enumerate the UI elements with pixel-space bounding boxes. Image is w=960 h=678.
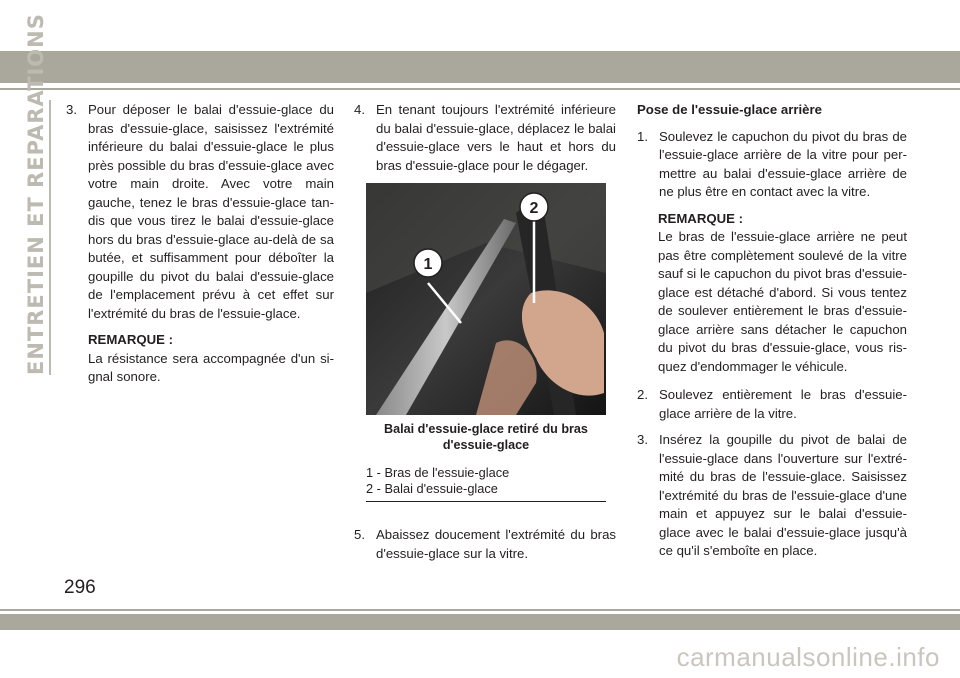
figure-caption: Balai d'essuie-glace retiré du bras d'essuie-glace bbox=[384, 422, 588, 452]
section-title: Pose de l'essuie-glace arrière bbox=[637, 102, 822, 117]
note-heading: REMARQUE : bbox=[658, 210, 743, 226]
step-4 bbox=[354, 101, 616, 175]
note bbox=[66, 331, 334, 387]
section-side-title: ENTRETIEN ET REPARATIONS bbox=[24, 13, 48, 375]
step-text: Soulevez le capuchon du pivot du bras de l'essuie-glace arrière de la vitre pour per-mettre au balai d'essuie-glace arrière de ne plus être en contact avec la vitre. bbox=[659, 128, 907, 199]
step-number: 2. bbox=[637, 387, 648, 402]
legend-item-1: 1 - Bras de l'essuie-glace bbox=[366, 465, 510, 480]
step-number: 3. bbox=[66, 102, 77, 117]
watermark: carmanualsonline.info bbox=[676, 642, 940, 672]
note bbox=[637, 210, 907, 377]
page-number: 296 bbox=[64, 577, 96, 598]
legend-rule bbox=[366, 501, 606, 502]
note-text: La résistance sera accompagnée d'un si-gnal sonore. bbox=[88, 350, 334, 384]
column-3 bbox=[637, 101, 907, 569]
header-bar bbox=[0, 51, 960, 83]
callout-2-label: 2 bbox=[529, 200, 539, 217]
step-number: 1. bbox=[637, 128, 648, 144]
step-number: 3. bbox=[637, 432, 648, 447]
callout-1-label: 1 bbox=[423, 256, 433, 273]
step-number: 4. bbox=[354, 102, 365, 117]
column-2 bbox=[354, 101, 616, 571]
step-text: Pour déposer le balai d'essuie-glace du bras d'essuie-glace, saisissez l'extrémité inférieure du balai d'essuie-glace le plus près possible du bras d'essuie-glace avec votre main droite. Avec votre main gauche, tenez le bras d'essuie-glace tan-dis que vous tirez le balai d'essuie-glace hors du bras d'essuie-glace au-delà de sa butée, et suffisamment pour déboîter la goupille du pivot du balai d'essuie-glace de l'emplacement prévu à cet effet sur l'extrémité du bras de l'essuie-glace. bbox=[88, 102, 334, 321]
footer-bar bbox=[0, 614, 960, 630]
legend-item-2: 2 - Balai d'essuie-glace bbox=[366, 481, 498, 496]
step-text: Abaissez doucement l'extrémité du bras d'essuie-glace sur la vitre. bbox=[376, 527, 616, 561]
step-number: 5. bbox=[354, 527, 365, 542]
column-1 bbox=[66, 101, 334, 397]
step-1 bbox=[637, 128, 907, 202]
header-rule bbox=[0, 88, 960, 90]
footer-rule bbox=[0, 609, 960, 611]
step-2 bbox=[637, 386, 907, 423]
wiper-photo-illustration bbox=[366, 183, 606, 415]
step-3-installation bbox=[637, 431, 907, 561]
step-3-removal bbox=[66, 101, 334, 323]
figure-legend bbox=[366, 465, 606, 497]
step-text: En tenant toujours l'extrémité inférieure du balai d'essuie-glace, déplacez le balai d'essuie-glace vers le haut et hors du bras d'essuie-glace pour le dégager. bbox=[376, 102, 616, 173]
step-text: Soulevez entièrement le bras d'essuie-glace arrière de la vitre. bbox=[659, 387, 907, 421]
note-text: Le bras de l'essuie-glace arrière ne peut pas être complètement soulevé de la vitre sauf si le capuchon du pivot bras d'essuie-glace est détaché d'abord. Si vous tentez de soulever entièrement le bras d'essuie-glace arrière sans détacher le capuchon du pivot du bras d'essuie-glace, vous ris-quez d'endommager le véhicule. bbox=[658, 229, 907, 374]
step-text: Insérez la goupille du pivot de balai de l'essuie-glace dans l'ouverture sur l'extré-mité du bras de l'essuie-glace. Saisissez l'extrémité du bras de l'essuie-glace d'une main et appuyez sur le balai d'essuie-glace avec le balai d'essuie-glace jusqu'à ce qu'il s'emboîte en place. bbox=[659, 432, 907, 558]
note-heading: REMARQUE : bbox=[88, 332, 173, 347]
side-rule bbox=[49, 100, 51, 375]
wiper-blade-photo bbox=[366, 183, 606, 415]
step-5 bbox=[354, 526, 616, 563]
header-band bbox=[0, 0, 960, 83]
